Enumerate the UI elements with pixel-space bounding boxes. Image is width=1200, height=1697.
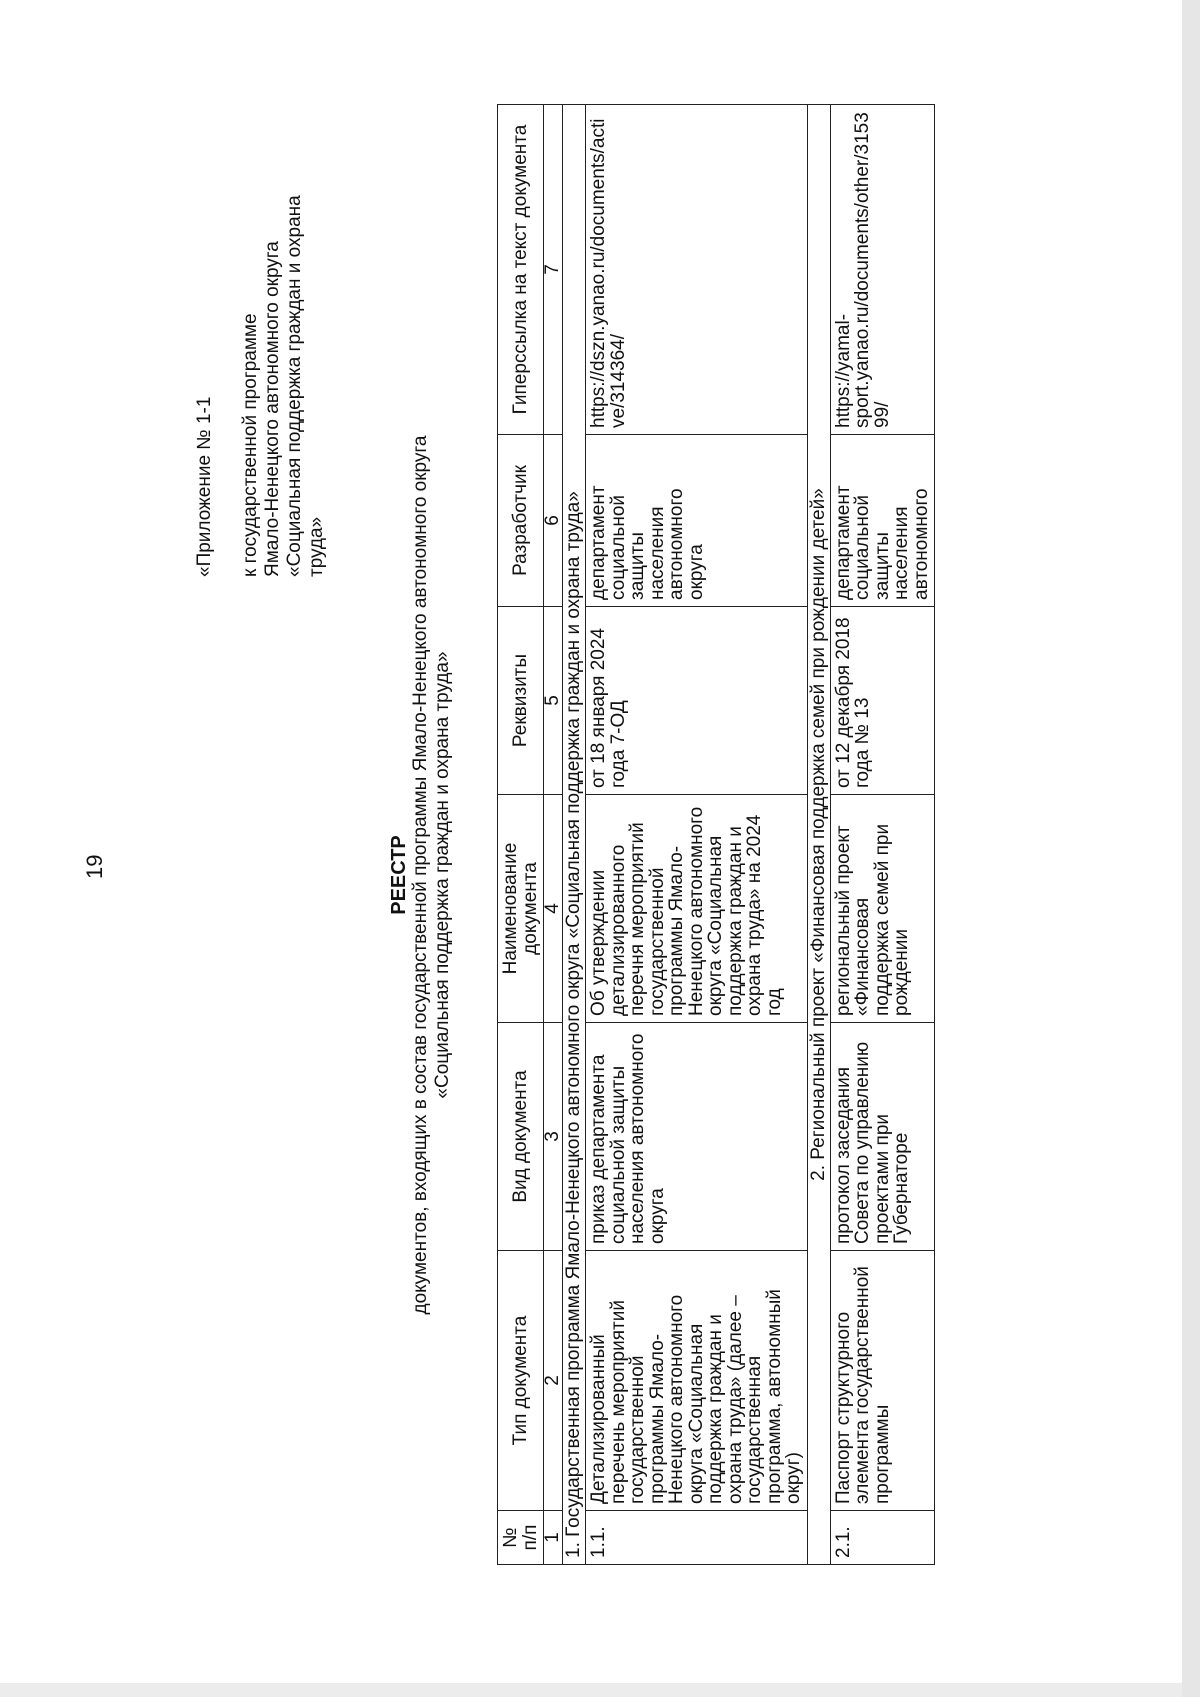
column-number-row bbox=[544, 105, 563, 1565]
table-row bbox=[830, 105, 935, 1565]
column-header: Гиперссылка на текст документа bbox=[498, 105, 544, 435]
column-number: 7 bbox=[544, 105, 563, 435]
column-number: 5 bbox=[544, 607, 563, 795]
column-number: 4 bbox=[544, 795, 563, 1023]
column-header: Тип документа bbox=[498, 1251, 544, 1511]
section-title: 1. Государственная программа Ямало-Ненецкого автономного округа «Социальная поддержка граждан и охрана труда» bbox=[563, 105, 586, 1565]
document-developer: департамент социальной защиты населения автономного bbox=[830, 435, 935, 607]
document-type: Детализированный перечень мероприятий государственной программы Ямало-Ненецкого автономного округа «Социальная поддержка граждан и охрана труда» (далее – государственная программа, автономный округ) bbox=[586, 1251, 808, 1511]
appendix-title: «Приложение № 1-1 bbox=[194, 396, 215, 577]
column-header: Вид документа bbox=[498, 1023, 544, 1251]
appendix-block bbox=[194, 57, 328, 577]
document-kind: протокол заседания Совета по управлению проектами при Губернаторе bbox=[830, 1023, 935, 1251]
register-heading: РЕЕСТР bbox=[388, 835, 410, 915]
document-link[interactable]: https://dszn.yanao.ru/documents/active/314364/ bbox=[586, 105, 808, 435]
register-subtitle: «Социальная поддержка граждан и охрана труда» bbox=[432, 651, 453, 1099]
table-row bbox=[586, 105, 808, 1565]
section-row bbox=[807, 105, 830, 1565]
column-header: Наименование документа bbox=[498, 795, 544, 1023]
column-number: 2 bbox=[544, 1251, 563, 1511]
document-kind: приказ департамента социальной защиты населения автономного округа bbox=[586, 1023, 808, 1251]
page-number: 19 bbox=[82, 854, 107, 879]
document-link[interactable]: https://yamal-sport.yanao.ru/documents/other/315399/ bbox=[830, 105, 935, 435]
register-subtitle: документов, входящих в состав государственной программы Ямало-Ненецкого автономного округа bbox=[410, 435, 431, 1315]
section-title: 2. Региональный проект «Финансовая поддержка семей при рождении детей» bbox=[807, 105, 830, 1565]
row-number: 2.1. bbox=[830, 1511, 935, 1565]
appendix-line: «Социальная поддержка граждан и охрана bbox=[284, 195, 305, 577]
document-name: региональный проект «Финансовая поддержка семей при рождении bbox=[830, 795, 935, 1023]
document-name: Об утверждении детализированного перечня мероприятий государственной программы Ямало-Ненецкого автономного округа «Социальная поддержка граждан и охрана труда» на 2024 год bbox=[586, 795, 808, 1023]
appendix-line: труда» bbox=[306, 516, 327, 577]
table-header-row bbox=[498, 105, 544, 1565]
register-title-block bbox=[388, 250, 454, 1500]
column-header: Разработчик bbox=[498, 435, 544, 607]
document-developer: департамент социальной защиты населения автономного округа bbox=[586, 435, 808, 607]
column-number: 1 bbox=[544, 1511, 563, 1565]
column-header: Реквизиты bbox=[498, 607, 544, 795]
document-type: Паспорт структурного элемента государственной программы bbox=[830, 1251, 935, 1511]
column-number: 3 bbox=[544, 1023, 563, 1251]
document-requisites: от 18 января 2024 года 7-ОД bbox=[586, 607, 808, 795]
appendix-line: Ямало-Ненецкого автономного округа bbox=[262, 241, 283, 577]
registry-table bbox=[497, 104, 935, 1565]
row-number: 1.1. bbox=[586, 1511, 808, 1565]
section-row bbox=[563, 105, 586, 1565]
column-header: № п/п bbox=[498, 1511, 544, 1565]
document-requisites: от 12 декабря 2018 года № 13 bbox=[830, 607, 935, 795]
column-number: 6 bbox=[544, 435, 563, 607]
appendix-line: к государственной программе bbox=[240, 313, 261, 577]
